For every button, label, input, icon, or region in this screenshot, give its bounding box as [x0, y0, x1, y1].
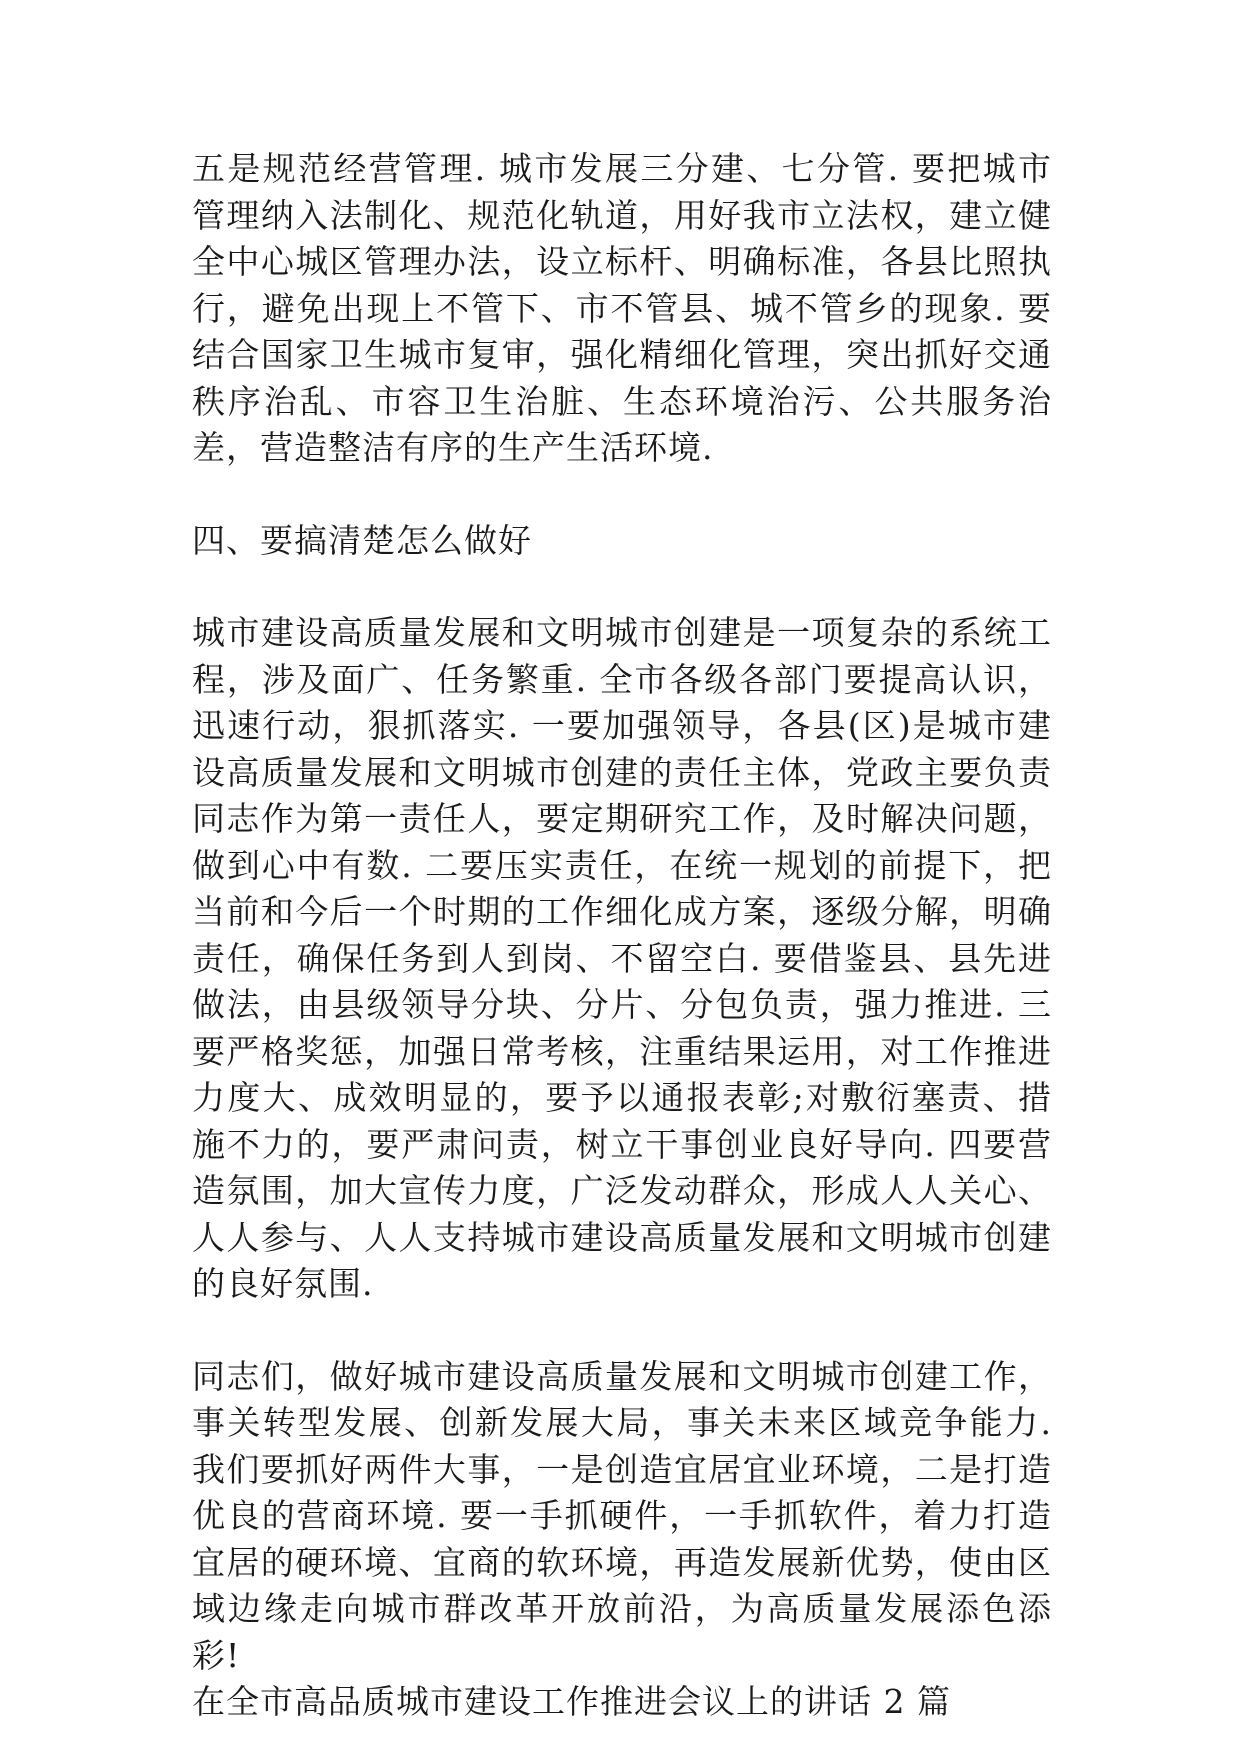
paragraph-spacer	[192, 1308, 1052, 1354]
document-body	[192, 146, 1052, 1726]
paragraph-conclusion: 同志们，做好城市建设高质量发展和文明城市创建工作，事关转型发展、创新发展大局，事关未来区域竞争能力. 我们要抓好两件大事，一是创造宜居宜业环境，二是打造优良的营商环境. 要一手抓硬件，一手抓软件，着力打造宜居的硬环境、宜商的软环境，再造发展新优势，使由区域边缘走向城市群改革开放前沿，为高质量发展添色添彩!	[192, 1356, 1052, 1675]
paragraph-implementation: 城市建设高质量发展和文明城市创建是一项复杂的系统工程，涉及面广、任务繁重. 全市各级各部门要提高认识，迅速行动，狠抓落实. 一要加强领导，各县(区)是城市建设高质量发展和文明城市创建的责任主体，党政主要负责同志作为第一责任人，要定期研究工作，及时解决问题，做到心中有数. 二要压实责任，在统一规划的前提下，把当前和今后一个时期的工作细化成方案，逐级分解，明确责任，确保任务到人到岗、不留空白. 要借鉴县、县先进做法，由县级领导分块、分片、分包负责，强力推进. 三要严格奖惩，加强日常考核，注重结果运用，对工作推进力度大、成效明显的，要予以通报表彰;对敷衍塞责、措施不力的，要严肃问责，树立干事创业良好导向. 四要营造氛围，加大宣传力度，广泛发动群众，形成人人关心、人人参与、人人支持城市建设高质量发展和文明城市创建的良好氛围.	[192, 613, 1052, 1303]
paragraph-city-management: 五是规范经营管理. 城市发展三分建、七分管. 要把城市管理纳入法制化、规范化轨道，用好我市立法权，建立健全中心城区管理办法，设立标杆、明确标准，各县比照执行，避免出现上不管下、市不管县、城不管乡的现象. 要结合国家卫生城市复审，强化精细化管理，突出抓好交通秩序治乱、市容卫生治脏、生态环境治污、公共服务治差，营造整洁有序的生产生活环境.	[192, 149, 1052, 467]
paragraph-spacer	[192, 564, 1052, 610]
closing-title: 在全市高品质城市建设工作推进会议上的讲话 2 篇	[192, 1682, 951, 1721]
paragraph-spacer	[192, 472, 1052, 518]
section-heading: 四、要搞清楚怎么做好	[192, 520, 532, 560]
